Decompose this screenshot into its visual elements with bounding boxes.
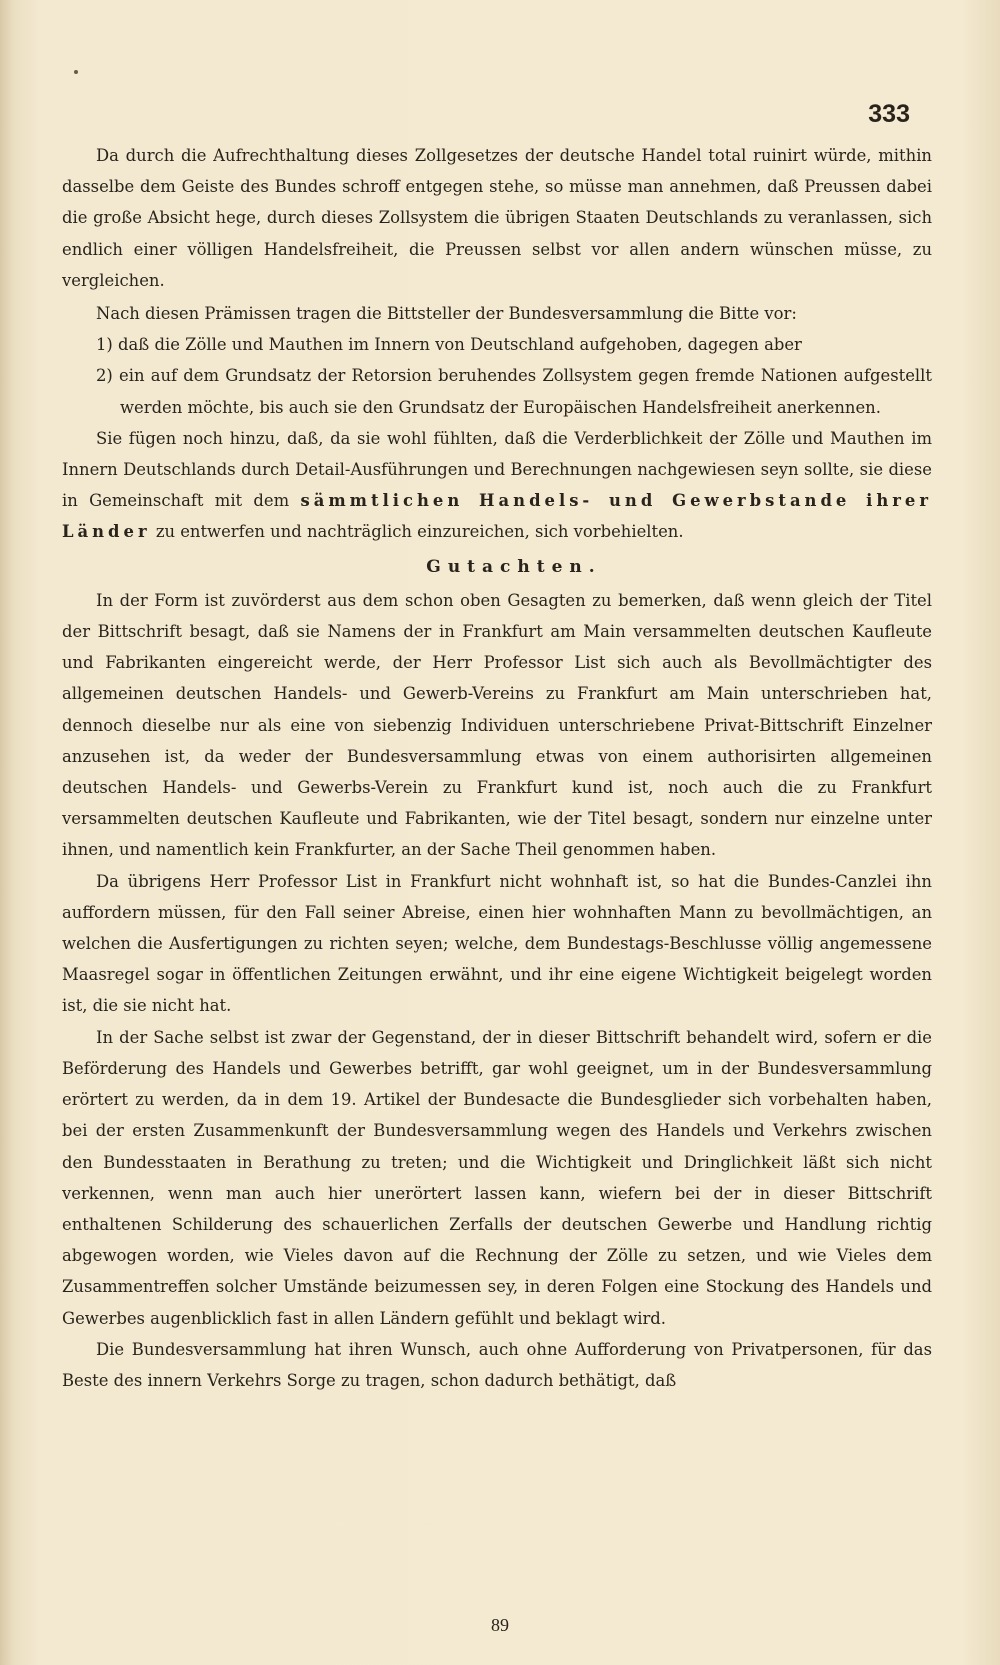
signature-mark: 89 — [491, 1615, 509, 1635]
paragraph-7: Die Bundesversammlung hat ihren Wunsch, auch ohne Aufforderung von Privatpersonen, für das Beste des innern Verkehrs Sorge zu tragen, schon dadurch bethätigt, daß — [62, 1339, 932, 1390]
body-text — [62, 140, 932, 1396]
section-heading: Gutachten. — [426, 556, 602, 577]
paragraph-3-start: Sie fügen noch hinzu, daß, da sie wohl fühlten, daß die Verderblichkeit der Zölle und Mauthen im Innern Deutschlands durch Detail-Ausführungen und Berechnungen nachgewiesen seyn sollte, sie diese in Gemeinschaft mit dem — [62, 428, 932, 511]
paragraph-3-end: zu entwerfen und nachträglich einzureichen, sich vorbehielten. — [155, 522, 684, 542]
paragraph-1: Da durch die Aufrechthaltung dieses Zollgesetzes der deutsche Handel total ruinirt würde, mithin dasselbe dem Geiste des Bundes schroff entgegen stehe, so müsse man annehmen, daß Preussen dabei die große Absicht hege, durch dieses Zollsystem die übrigen Staaten Deutschlands zu veranlassen, sich endlich einer völligen Handelsfreiheit, die Preussen selbst vor allen andern wünschen müsse, zu vergleichen. — [62, 146, 932, 290]
list-item-2: 2) ein auf dem Grundsatz der Retorsion beruhendes Zollsystem gegen fremde Nationen aufgestellt werden möchte, bis auch sie den Grundsatz der Europäischen Handelsfreiheit anerkennen. — [96, 366, 932, 417]
paragraph-4: In der Form ist zuvörderst aus dem schon oben Gesagten zu bemerken, daß wenn gleich der Titel der Bittschrift besagt, daß sie Namens der in Frankfurt am Main versammelten deutschen Kaufleute und Fabrikanten eingereicht werde, der Herr Professor List sich auch als Bevollmächtigter des allgemeinen deutschen Handels- und Gewerb-Vereins zu Frankfurt am Main unterschrieben hat, dennoch dieselbe nur als eine von siebenzig Individuen unterschriebene Privat-Bittschrift Einzelner anzusehen ist, da weder der Bundesversammlung etwas von einem authorisirten allgemeinen deutschen Handels- und Gewerbs-Verein zu Frankfurt kund ist, noch auch die zu Frankfurt versammelten deutschen Kaufleute und Fabrikanten, wie der Titel besagt, sondern nur einzelne unter ihnen, und namentlich kein Frankfurter, an der Sache Theil genommen haben. — [62, 590, 932, 860]
paragraph-3 — [62, 423, 932, 548]
ink-speck — [74, 70, 78, 74]
paragraph-2: Nach diesen Prämissen tragen die Bittsteller der Bundesversammlung die Bitte vor: — [96, 304, 797, 324]
paragraph-3-spaced: sämmtlichen Handels- und Gewerbstande ihrer Länder — [62, 491, 932, 542]
list-item-1: 1) daß die Zölle und Mauthen im Innern von Deutschland aufgehoben, dagegen aber — [96, 335, 802, 355]
paragraph-6: In der Sache selbst ist zwar der Gegenstand, der in dieser Bittschrift behandelt wird, sofern er die Beförderung des Handels und Gewerbes betrifft, gar wohl geeignet, um in der Bundesversammlung erörtert zu werden, da in dem 19. Artikel der Bundesacte die Bundesglieder sich vorbehalten haben, bei der ersten Zusammenkunft der Bundesversammlung wegen des Handels und Verkehrs zwischen den Bundesstaaten in Berathung zu treten; und die Wichtigkeit und Dringlichkeit läßt sich nicht verkennen, wenn man auch hier unerörtert lassen kann, wiefern bei der in dieser Bittschrift enthaltenen Schilderung des schauerlichen Zerfalls der deutschen Gewerbe und Handlung richtig abgewogen worden, wie Vieles davon auf die Rechnung der Zölle zu setzen, und wie Vieles dem Zusammentreffen solcher Umstände beizumessen sey, in deren Folgen eine Stockung des Handels und Gewerbes augenblicklich fast in allen Ländern gefühlt und beklagt wird. — [62, 1027, 932, 1328]
page-number: 333 — [868, 100, 910, 128]
paragraph-5: Da übrigens Herr Professor List in Frankfurt nicht wohnhaft ist, so hat die Bundes-Canzlei ihn auffordern müssen, für den Fall seiner Abreise, einen hier wohnhaften Mann zu bevollmächtigen, an welchen die Ausfertigungen zu richten seyen; welche, dem Bundestags-Beschlusse völlig angemessene Maasregel sogar in öffentlichen Zeitungen erwähnt, und ihr eine eigene Wichtigkeit beigelegt worden ist, die sie nicht hat. — [62, 871, 932, 1016]
